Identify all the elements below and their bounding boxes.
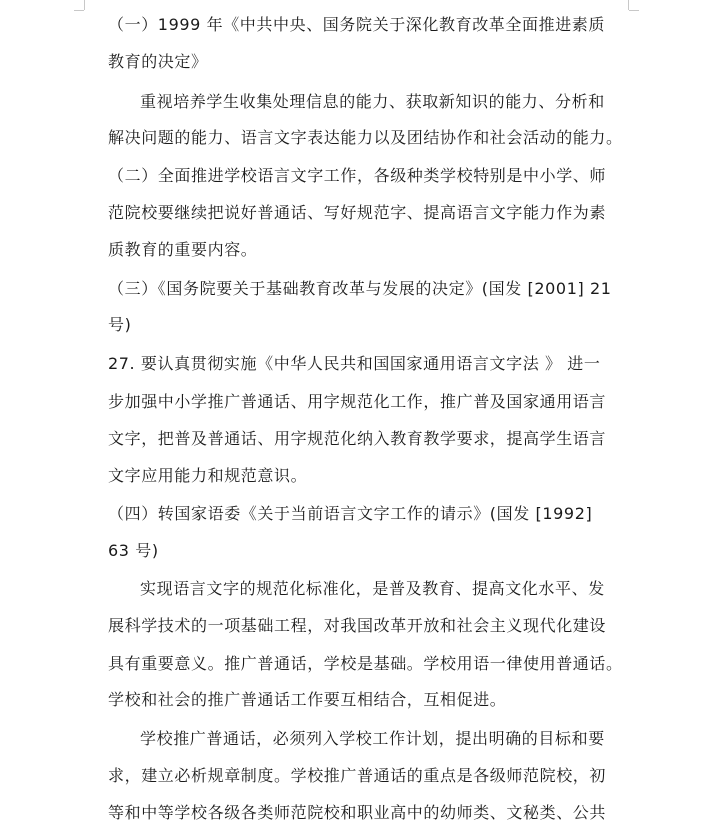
text-line: 学校和社会的推广普通话工作要互相结合，互相促进。 [108, 690, 507, 709]
crop-mark-right [628, 0, 629, 10]
text-line: 解决问题的能力、语言文字表达能力以及团结协作和社会活动的能力。 [108, 128, 623, 147]
text-line: 求，建立必析规章制度。学校推广普通话的重点是各级师范院校，初 [108, 766, 607, 785]
text-line: （三）《国务院要关于基础教育改革与发展的决定》(国发 [2001] 21 [108, 279, 612, 298]
text-line: （一）1999 年《中共中央、国务院关于深化教育改革全面推进素质 [108, 15, 606, 34]
text-line: 27. 要认真贯彻实施《中华人民共和国国家通用语言文字法 》 进一 [108, 354, 601, 373]
text-line: 展科学技术的一项基础工程，对我国改革开放和社会主义现代化建设 [108, 616, 607, 635]
text-line: 号) [108, 315, 132, 334]
text-line: 具有重要意义。推广普通话，学校是基础。学校用语一律使用普通话。 [108, 654, 623, 673]
text-line: 重视培养学生收集处理信息的能力、获取新知识的能力、分析和 [140, 92, 605, 111]
text-line: 教育的决定》 [108, 52, 208, 71]
text-line: 文字应用能力和规范意识。 [108, 466, 308, 485]
text-line: 63 号) [108, 541, 159, 560]
crop-mark-left [84, 0, 85, 10]
text-line: 文字，把普及普通话、用字规范化纳入教育教学要求，提高学生语言 [108, 429, 607, 448]
text-line: 学校推广普通话，必须列入学校工作计划，提出明确的目标和要 [140, 729, 605, 748]
text-line: 范院校要继续把说好普通话、写好规范字、提高语言文字能力作为素 [108, 203, 607, 222]
text-line: 等和中等学校各级各类师范院校和职业高中的幼师类、文秘类、公共 [108, 803, 607, 822]
text-line: （四）转国家语委《关于当前语言文字工作的请示》(国发 [1992] [108, 504, 593, 523]
crop-mark-left-horizontal [74, 10, 84, 11]
text-line: 质教育的重要内容。 [108, 240, 258, 259]
text-line: 步加强中小学推广普通话、用字规范化工作，推广普及国家通用语言 [108, 392, 607, 411]
text-line: 实现语言文字的规范化标准化，是普及教育、提高文化水平、发 [140, 579, 605, 598]
crop-mark-right-horizontal [629, 10, 639, 11]
text-line: （二）全面推进学校语言文字工作，各级种类学校特别是中小学、师 [108, 166, 607, 185]
